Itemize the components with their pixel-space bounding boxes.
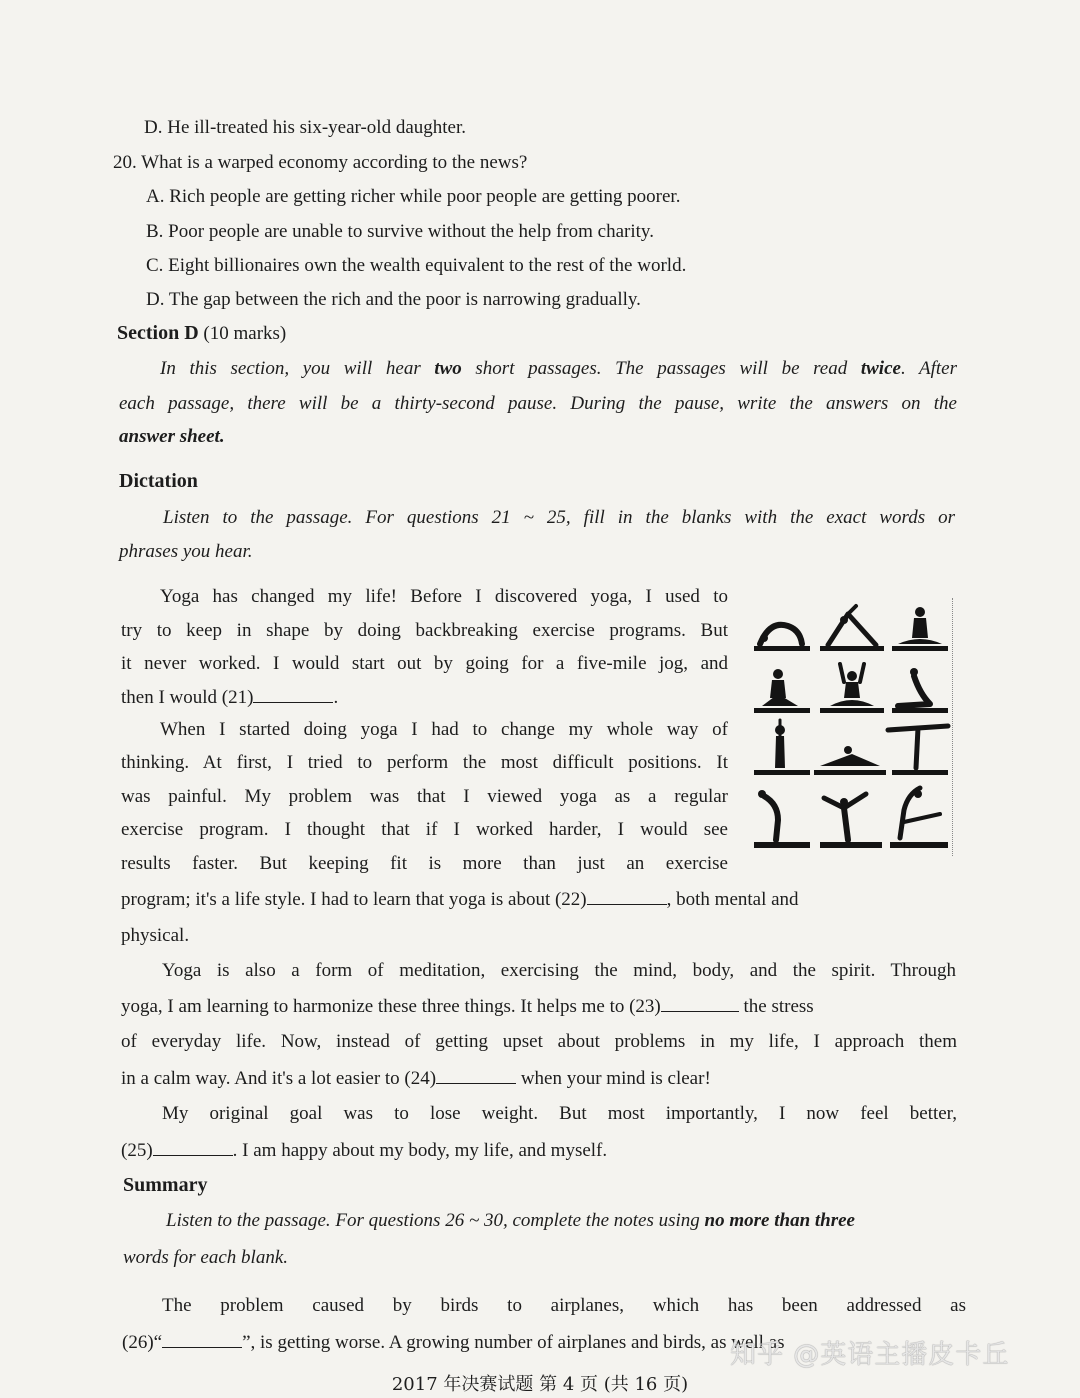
yoga-pose-bow-icon [754, 625, 810, 651]
dictation-p2-line7: physical. [121, 925, 190, 946]
yoga-poses-illustration [748, 598, 953, 856]
yoga-pose-warrior-three-icon [888, 726, 948, 775]
dictation-p2-line1: When I started doing yoga I had to change my whole way of [160, 719, 728, 740]
dictation-heading: Dictation [119, 470, 198, 492]
yoga-pose-standing-split-icon [890, 788, 948, 848]
blank-23 [661, 993, 739, 1012]
dictation-p3-line2: yoga, I am learning to harmonize these three things. It helps me to (23) the stress [121, 993, 814, 1020]
q20-option-d: D. The gap between the rich and the poor is narrowing gradually. [146, 289, 641, 310]
summary-instructions-line2: words for each blank. [123, 1247, 289, 1268]
yoga-pose-dancer-icon [754, 790, 810, 848]
section-d-marks: (10 marks) [203, 323, 287, 344]
section-d-instructions-line2: each passage, there will be a thirty-second pause. During the pause, write the answers on the [119, 393, 957, 414]
blank-25 [153, 1137, 233, 1156]
dictation-p1-line1: Yoga has changed my life! Before I discovered yoga, I used to [160, 586, 728, 607]
yoga-pose-seated-forward-bend-icon [814, 746, 886, 775]
dictation-p1-line3: it never worked. I would start out by going for a five-mile jog, and [121, 653, 728, 674]
q20-stem: 20. What is a warped economy according to the news? [113, 152, 528, 173]
yoga-pose-lotus-raised-arms-icon [820, 664, 884, 713]
section-d-title: Section D [117, 322, 199, 344]
yoga-poses-svg [748, 598, 952, 856]
q19-option-d: D. He ill-treated his six-year-old daughter. [144, 117, 466, 138]
dictation-p2-line6: program; it's a life style. I had to learn that yoga is about (22) , both mental and [121, 886, 799, 913]
q20-option-b: B. Poor people are unable to survive without the help from charity. [146, 221, 654, 242]
blank-26 [162, 1329, 242, 1348]
blank-22 [587, 886, 667, 905]
q20-option-a: A. Rich people are getting richer while poor people are getting poorer. [146, 186, 681, 207]
dictation-p2-line3: was painful. My problem was that I viewed yoga as a regular [121, 786, 728, 807]
yoga-pose-twist-icon [754, 669, 810, 713]
blank-21 [253, 684, 333, 703]
q20-option-c: C. Eight billionaires own the wealth equivalent to the rest of the world. [146, 255, 687, 276]
yoga-pose-triangle-icon [820, 606, 884, 651]
dictation-p4-line1: My original goal was to lose weight. But most importantly, I now feel better, [162, 1103, 957, 1124]
section-d-instructions-line1: In this section, you will hear two short passages. The passages will be read twice. After [160, 358, 957, 379]
dictation-p3-line4: in a calm way. And it's a lot easier to (24) when your mind is clear! [121, 1065, 711, 1092]
yoga-pose-seated-meditation-icon [892, 607, 948, 651]
dictation-p1-line4: then I would (21) . [121, 684, 338, 711]
dictation-p1-line2: try to keep in shape by doing backbreaking exercise programs. But [121, 620, 728, 641]
summary-heading: Summary [123, 1174, 208, 1196]
dictation-p3-line3: of everyday life. Now, instead of getting upset about problems in my life, I approach them [121, 1031, 957, 1052]
summary-instructions-line1: Listen to the passage. For questions 26 ~ 30, complete the notes using no more than three [166, 1210, 855, 1231]
dictation-p2-line4: exercise program. I thought that if I worked harder, I would see [121, 819, 728, 840]
blank-24 [436, 1065, 516, 1084]
yoga-pose-king-dancer-icon [820, 794, 882, 848]
section-d-instructions-line3: answer sheet. [119, 426, 225, 447]
page-footer: 2017 年决赛试题 第 4 页 (共 16 页) [391, 1374, 689, 1395]
dictation-p3-line1: Yoga is also a form of meditation, exercising the mind, body, and the spirit. Through [162, 960, 956, 981]
watermark-text: 知乎 @英语主播皮卡丘 [730, 1340, 1010, 1370]
dictation-instructions-line1: Listen to the passage. For questions 21 ~ 25, fill in the blanks with the exact words or [163, 507, 955, 528]
summary-p1-line1: The problem caused by birds to airplanes, which has been addressed as [162, 1295, 966, 1316]
dictation-instructions-line2: phrases you hear. [119, 541, 253, 562]
dictation-p2-line5: results faster. But keeping fit is more than just an exercise [121, 853, 728, 874]
summary-p1-line2: (26)“ ”, is getting worse. A growing number of airplanes and birds, as well as [122, 1329, 785, 1356]
dictation-p2-line2: thinking. At first, I tried to perform the most difficult positions. It [121, 752, 728, 773]
dictation-p4-line2: (25) . I am happy about my body, my life, and myself. [121, 1137, 607, 1164]
yoga-pose-cobra-icon [892, 668, 948, 713]
section-d-heading [117, 320, 286, 347]
yoga-pose-standing-prayer-icon [754, 720, 810, 775]
